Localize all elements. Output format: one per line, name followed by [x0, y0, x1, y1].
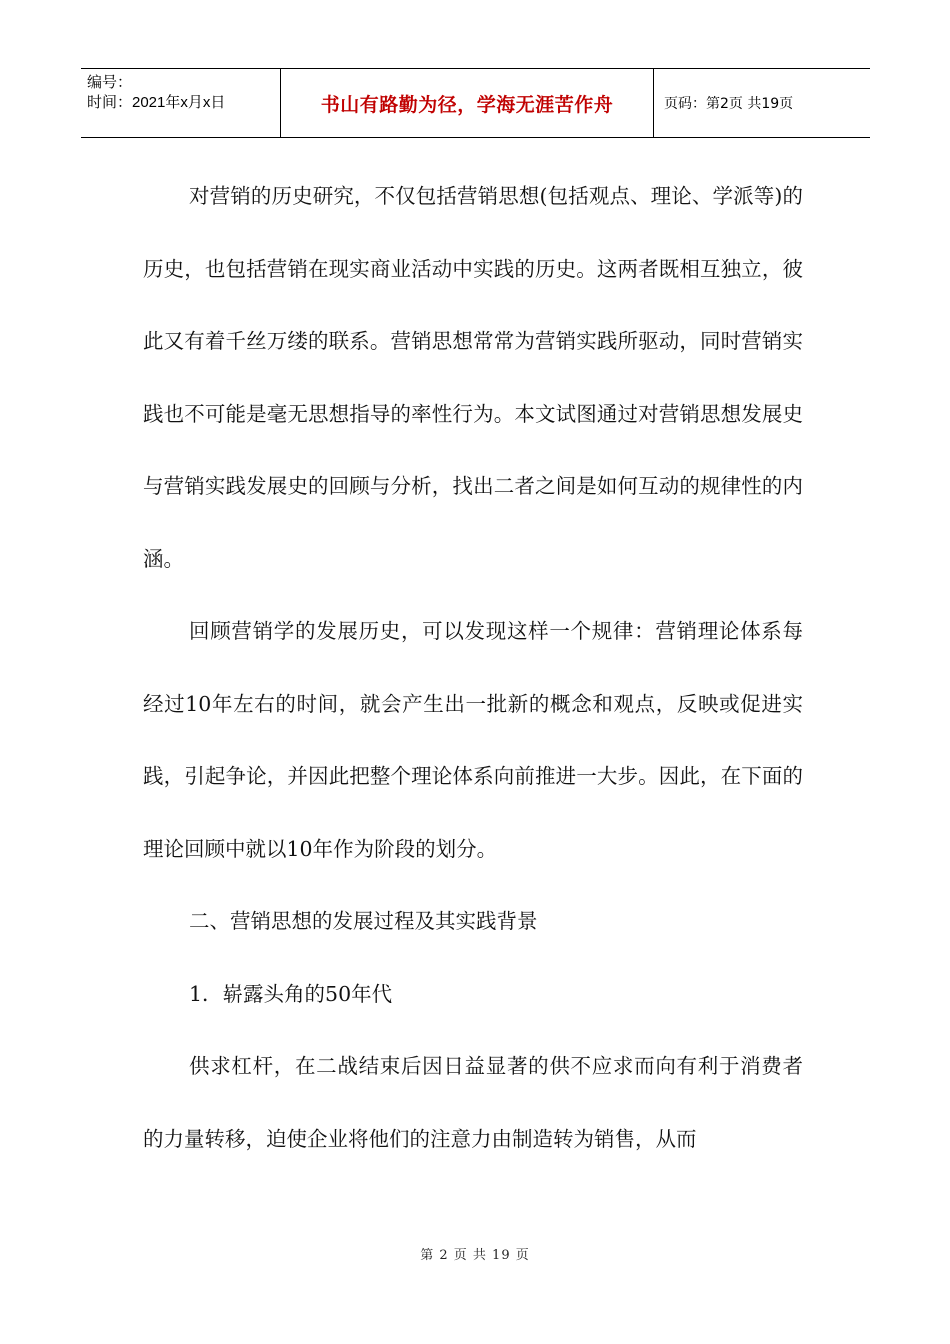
document-number-label: 编号：: [87, 74, 133, 91]
header-motto: 书山有路勤为径，学海无涯苦作舟: [281, 69, 654, 137]
page-header: [81, 68, 870, 138]
paragraph-supply-demand: 供求杠杆，在二战结束后因日益显著的供不应求而向有利于消费者的力量转移，迫使企业将他们的注意力由制造转为销售，从而: [143, 1054, 803, 1151]
header-meta-cell: [81, 69, 281, 137]
section-heading: 二、营销思想的发展过程及其实践背景: [189, 909, 538, 933]
document-date: 时间：2021年x月x日: [87, 94, 226, 111]
page-footer: 第 2 页 共 19 页: [420, 1248, 530, 1263]
paragraph-intro: 对营销的历史研究，不仅包括营销思想(包括观点、理论、学派等)的历史，也包括营销在现实商业活动中实践的历史。这两者既相互独立，彼此又有着千丝万缕的联系。营销思想常常为营销实践所驱动，同时营销实践也不可能是毫无思想指导的率性行为。本文试图通过对营销思想发展史与营销实践发展史的回顾与分析，找出二者之间是如何互动的规律性的内涵。: [143, 184, 803, 571]
document-body: [143, 160, 803, 1175]
paragraph-periodization: 回顾营销学的发展历史，可以发现这样一个规律：营销理论体系每经过10年左右的时间，就会产生出一批新的概念和观点，反映或促进实践，引起争论，并因此把整个理论体系向前推进一大步。因此，在下面的理论回顾中就以10年作为阶段的划分。: [143, 619, 803, 861]
subsection-heading: 1．崭露头角的50年代: [189, 981, 393, 1006]
header-page-info: 页码：第2页 共19页: [664, 96, 794, 112]
